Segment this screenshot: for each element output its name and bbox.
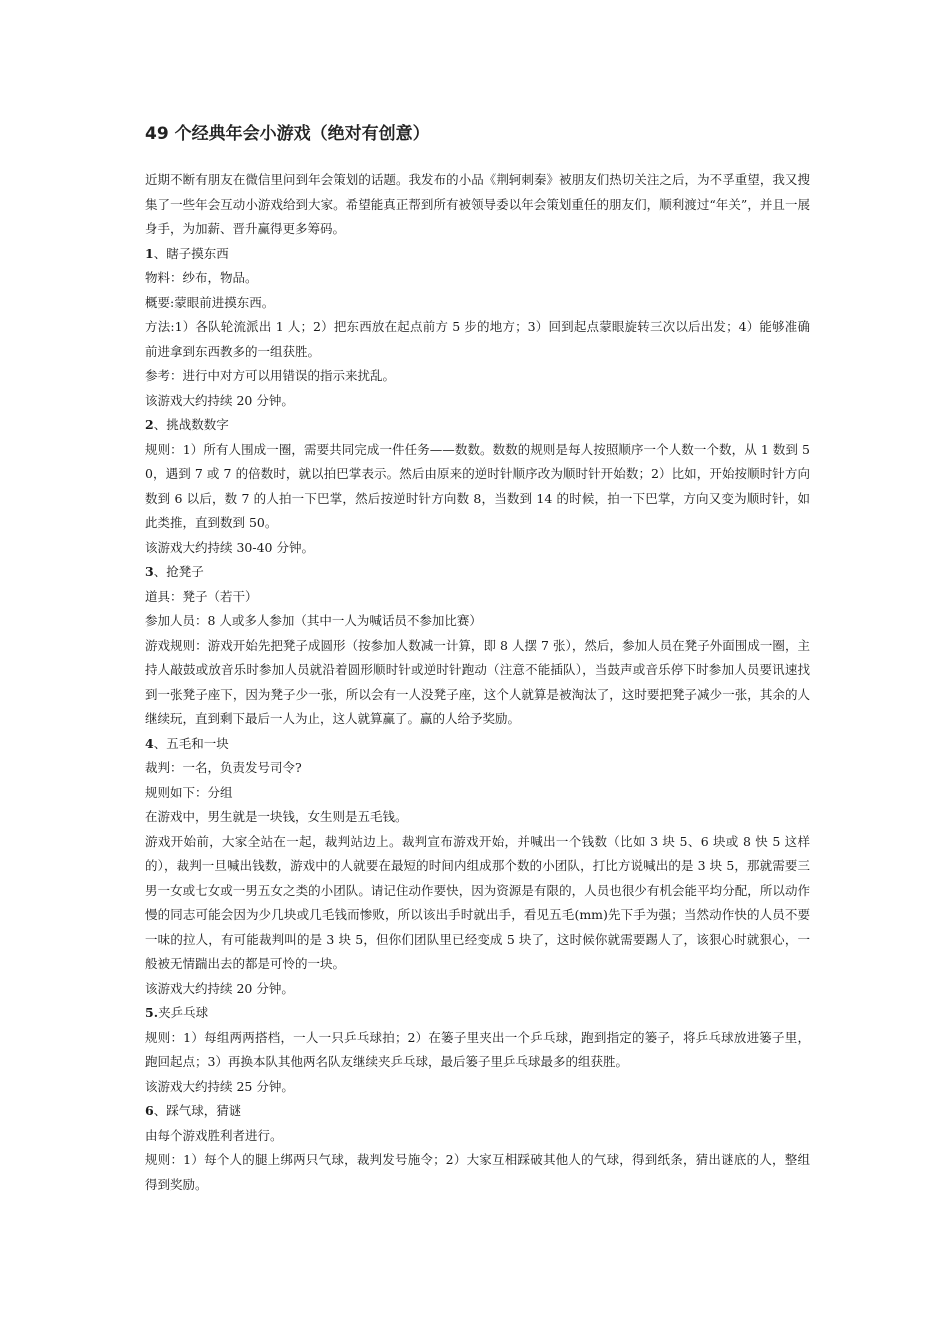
game-heading — [145, 1099, 810, 1124]
game-paragraph: 游戏开始前，大家全站在一起，裁判站边上。裁判宣布游戏开始，并喊出一个钱数（比如 3 块 5、6 块或 8 快 5 这样的），裁判一旦喊出钱数，游戏中的人就要在最短的时间内组成那个数的小团队，打比方说喊出的是 3 块 5，那就需要三男一女或七女或一男五女之类的小团队。请记住动作要快，因为资源是有限的，人员也很少有机会能平均分配，所以动作慢的同志可能会因为少几块或几毛钱而惨败，所以该出手时就出手，看见五毛(mm)先下手为强；当然动作快的人员不要一味的拉人，有可能裁判叫的是 3 块 5，但你们团队里已经变成 5 块了，这时候你就需要踢人了，该狠心时就狠心，一般被无情踹出去的都是可怜的一块。 — [145, 833, 810, 971]
game-section — [145, 732, 810, 1002]
game-section — [145, 1001, 810, 1099]
document-title: 49 个经典年会小游戏（绝对有创意） — [145, 124, 430, 144]
game-title: 、踩气球，猜谜 — [153, 1103, 242, 1118]
game-paragraph: 方法:1）各队轮流派出 1 人；2）把东西放在起点前方 5 步的地方；3）回到起点蒙眼旋转三次以后出发；4）能够准确前进拿到东西教多的一组获胜。 — [145, 319, 810, 359]
game-paragraph: 物料：纱布，物品。 — [145, 270, 258, 285]
game-paragraph: 该游戏大约持续 30-40 分钟。 — [145, 539, 314, 555]
game-heading — [145, 560, 810, 585]
game-paragraph: 规则：1）所有人围成一圈，需要共同完成一件任务——数数。数数的规则是每人按照顺序一个人数一个数，从 1 数到 50，遇到 7 或 7 的倍数时，就以拍巴掌表示。然后由原来的逆时针顺序改为顺时针开始数；2）比如，开始按顺时针方向数到 6 以后，数 7 的人拍一下巴掌，然后按逆时针方向数 8，当数到 14 的时候，拍一下巴掌，方向又变为顺时针，如此类推，直到数到 50。 — [145, 441, 810, 530]
game-section — [145, 560, 810, 732]
game-paragraph: 道具：凳子（若干） — [145, 588, 258, 604]
document-page — [145, 122, 810, 1197]
game-paragraph: 该游戏大约持续 25 分钟。 — [145, 1078, 294, 1094]
game-paragraph: 参加人员：8 人或多人参加（其中一人为喊话员不参加比赛） — [145, 613, 482, 628]
game-heading — [145, 242, 810, 267]
game-paragraph: 该游戏大约持续 20 分钟。 — [145, 980, 294, 996]
intro-paragraph: 近期不断有朋友在微信里问到年会策划的话题。我发布的小品《荆轲刺秦》被朋友们热切关注之后，为不孚重望，我又搜集了一些年会互动小游戏给到大家。希望能真正帮到所有被领导委以年会策划重任的朋友们，顺利渡过“年关”，并且一展身手，为加薪、晋升赢得更多筹码。 — [145, 172, 810, 236]
game-paragraph: 在游戏中，男生就是一块钱，女生则是五毛钱。 — [145, 809, 408, 824]
games-list — [145, 242, 810, 1198]
game-paragraph: 规则：1）每个人的腿上绑两只气球，裁判发号施令；2）大家互相踩破其他人的气球，得到纸条，猜出谜底的人，整组得到奖励。 — [145, 1152, 810, 1192]
game-section — [145, 242, 810, 414]
game-paragraph: 规则：1）每组两两搭档，一人一只乒乓球拍；2）在篓子里夹出一个乒乓球，跑到指定的篓子，将乒乓球放进篓子里，跑回起点；3）再换本队其他两名队友继续夹乒乓球，最后篓子里乒乓球最多的组获胜。 — [145, 1029, 810, 1069]
game-paragraph: 由每个游戏胜利者进行。 — [145, 1127, 283, 1143]
game-number: 5. — [145, 1005, 159, 1020]
game-paragraph: 游戏规则：游戏开始先把凳子成圆形（按参加人数减一计算，即 8 人摆 7 张），然后，参加人员在凳子外面围成一圈，主持人敲鼓或放音乐时参加人员就沿着圆形顺时针或逆时针跑动（注意不能插队），当鼓声或音乐停下时参加人员要讯速找到一张凳子座下，因为凳子少一张，所以会有一人没凳子座，这个人就算是被淘汰了，这时要把凳子减少一张，其余的人继续玩，直到剩下最后一人为止，这人就算赢了。赢的人给予奖励。 — [145, 637, 810, 726]
game-heading — [145, 1001, 810, 1026]
game-title: 夹乒乓球 — [158, 1005, 209, 1020]
game-heading — [145, 413, 810, 438]
game-number: 2 — [145, 417, 154, 432]
game-number: 1 — [145, 245, 154, 261]
game-paragraph: 该游戏大约持续 20 分钟。 — [145, 392, 294, 408]
game-paragraph: 参考：进行中对方可以用错误的指示来扰乱。 — [145, 368, 396, 383]
game-paragraph: 规则如下：分组 — [145, 784, 233, 800]
game-paragraph: 裁判：一名，负责发号司令? — [145, 760, 302, 775]
game-title: 、五毛和一块 — [153, 735, 229, 751]
game-title: 、挑战数数字 — [153, 417, 229, 432]
game-heading — [145, 732, 810, 757]
game-section — [145, 1099, 810, 1197]
game-number: 6 — [145, 1103, 154, 1118]
game-title: 、抢凳子 — [153, 564, 204, 579]
game-number: 3 — [145, 564, 154, 579]
game-title: 、瞎子摸东西 — [153, 245, 229, 261]
game-number: 4 — [145, 735, 154, 751]
game-section — [145, 413, 810, 560]
game-paragraph: 概要:蒙眼前进摸东西。 — [145, 294, 275, 310]
